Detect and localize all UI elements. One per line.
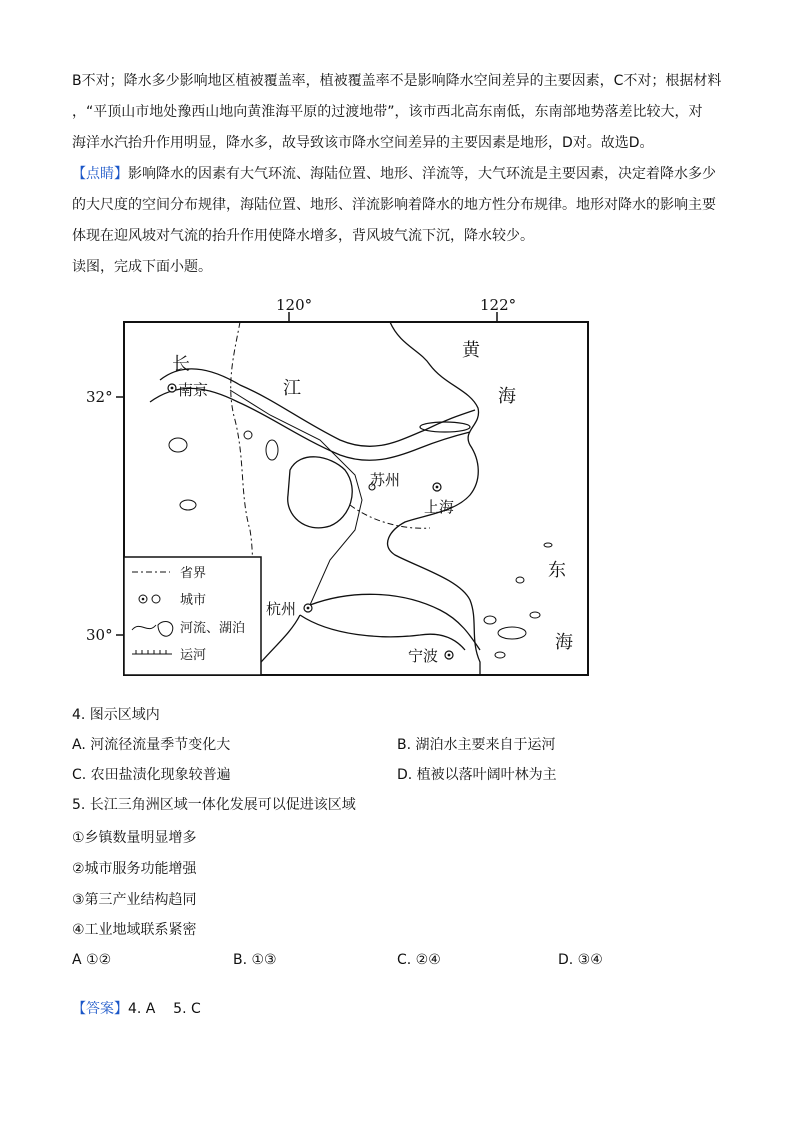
label-hangzhou: 杭州 [266,600,297,618]
q5-statement-1: ①乡镇数量明显增多 [72,830,197,846]
legend-city-symbol-1-dot [142,598,145,601]
comment-text-1: 影响降水的因素有大气环流、海陆位置、地形、洋流等，大气环流是主要因素，决定着降水多少 [128,166,716,182]
q4-option-d[interactable]: D. 植被以落叶阔叶林为主 [397,767,557,783]
comment-line-3: 体现在迎风坡对气流的抬升作用使降水增多，背风坡气流下沉，降水较少。 [72,228,534,244]
yangtze-delta-map [0,290,794,685]
explanation-line-2: ，“平顶山市地处豫西山地向黄淮海平原的过渡地带”，该市西北高东南低，东南部地势落差比较大，对 [72,104,703,120]
q5-statement-4: ④工业地域联系紧密 [72,922,197,938]
label-huang: 黄 [462,340,480,361]
label-hai-yellow: 海 [498,386,516,407]
label-ningbo: 宁波 [408,647,439,665]
q5-option-c[interactable]: C. ②④ [397,952,441,968]
q5-stem: 5. 长江三角洲区域一体化发展可以促进该区域 [72,797,356,813]
lat-label-30: 30° [86,626,113,644]
q5-statement-2: ②城市服务功能增强 [72,861,197,877]
label-jiang: 江 [283,378,301,399]
q5-statement-3: ③第三产业结构趋同 [72,892,197,908]
label-hai-east: 海 [555,632,573,653]
q4-option-b[interactable]: B. 湖泊水主要来自于运河 [397,737,556,753]
q4-option-a[interactable]: A. 河流径流量季节变化大 [72,737,231,753]
comment-line-2: 的大尺度的空间分布规律，海陆位置、地形、洋流影响着降水的地方性分布规律。地形对降水的影响主要 [72,197,716,213]
explanation-line-1: B不对；降水多少影响地区植被覆盖率，植被覆盖率不是影响降水空间差异的主要因素，C不对；根据材料 [72,73,722,89]
explanation-line-3: 海洋水汽抬升作用明显，降水多，故导致该市降水空间差异的主要因素是地形，D对。故选D。 [72,135,654,151]
label-shanghai: 上海 [424,498,455,516]
legend-boundary-label: 省界 [180,566,207,581]
q5-option-a[interactable]: A ①② [72,952,112,968]
label-suzhou: 苏州 [370,471,401,489]
legend-river-lake-label: 河流、湖泊 [180,621,246,636]
legend-canal-label: 运河 [180,648,207,663]
shanghai-marker-dot [436,486,439,489]
q4-option-c[interactable]: C. 农田盐渍化现象较普遍 [72,767,231,783]
lon-label-120: 120° [276,296,313,314]
legend-city-symbol-2 [152,595,160,603]
label-nanjing: 南京 [178,381,209,399]
comment-line-1 [72,163,716,183]
instruction: 读图，完成下面小题。 [72,259,212,275]
label-dong: 东 [548,560,566,581]
answer-line [72,998,201,1018]
lat-label-32: 32° [86,388,113,406]
q4-stem: 4. 图示区域内 [72,707,160,723]
answer-text: 4. A 5. C [128,1001,201,1017]
label-chang: 长 [172,354,190,375]
ningbo-marker-dot [448,654,451,657]
nanjing-marker-dot [171,387,174,390]
q5-option-d[interactable]: D. ③④ [558,952,603,968]
lon-label-122: 122° [480,296,517,314]
comment-tag: 【点睛】 [72,166,128,182]
legend-city-label: 城市 [180,593,207,608]
answer-tag: 【答案】 [72,1001,128,1017]
q5-option-b[interactable]: B. ①③ [233,952,277,968]
hangzhou-marker-dot [307,607,310,610]
